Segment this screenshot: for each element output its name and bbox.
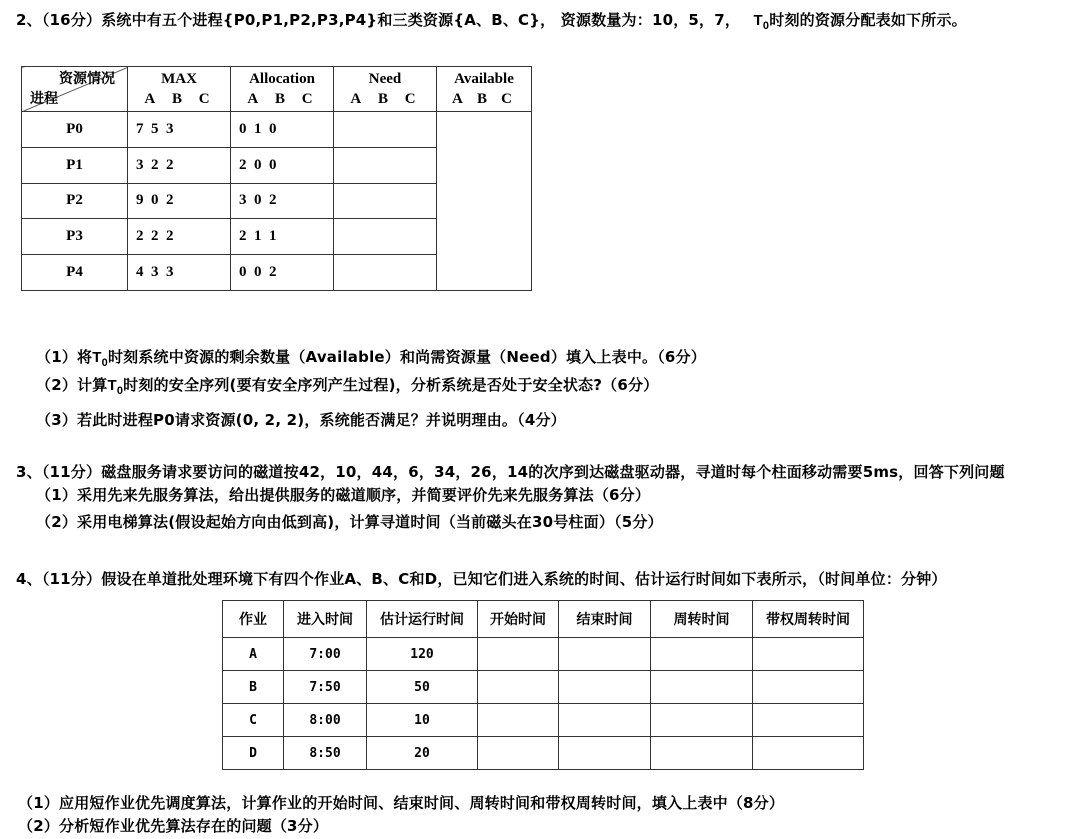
turnaround-cell xyxy=(651,671,753,704)
value: 2 xyxy=(166,156,174,173)
value: 1 xyxy=(254,228,262,245)
value: 0 xyxy=(239,264,247,281)
process-cell: P1 xyxy=(22,147,128,183)
process-cell: P3 xyxy=(22,219,128,255)
value: 2 xyxy=(239,228,247,245)
resource-labels xyxy=(437,88,531,110)
turnaround-cell xyxy=(651,638,753,671)
value: 1 xyxy=(254,120,262,137)
header-job: 作业 xyxy=(223,601,284,638)
value: 0 xyxy=(254,192,262,209)
q4-sub2: （2）分析短作业优先算法存在的问题（3分） xyxy=(18,817,329,835)
t-letter: T xyxy=(107,377,117,394)
value: 0 xyxy=(151,192,159,209)
sub1-text: 时刻系统中资源的剩余数量（Available）和尚需资源量（Need）填入上表中。（6分） xyxy=(107,348,706,366)
process-cell: P4 xyxy=(22,255,128,291)
res-b: B xyxy=(274,91,285,107)
header-start: 开始时间 xyxy=(478,601,559,638)
group-label: MAX xyxy=(161,71,197,87)
end-cell xyxy=(559,671,651,704)
res-a: A xyxy=(452,91,463,107)
max-cell xyxy=(128,112,231,148)
group-label: Need xyxy=(368,71,402,87)
q2-sub2 xyxy=(36,375,658,401)
q4-sub1: （1）应用短作业优先调度算法，计算作业的开始时间、结束时间、周转时间和带权周转时间，填入上表中（8分） xyxy=(18,794,785,812)
q2-sub3: （3）若此时进程P0请求资源(0, 2, 2)，系统能否满足？并说明理由。（4分） xyxy=(36,411,566,429)
value: 2 xyxy=(136,228,144,245)
max-cell xyxy=(128,219,231,255)
start-cell xyxy=(478,704,559,737)
res-a: A xyxy=(144,91,156,107)
header-max xyxy=(128,67,231,112)
job-cell: B xyxy=(223,671,284,704)
value: 2 xyxy=(166,192,174,209)
value: 3 xyxy=(239,192,247,209)
value: 2 xyxy=(151,228,159,245)
resource-labels xyxy=(128,88,230,110)
value: 2 xyxy=(269,264,277,281)
runtime-cell: 50 xyxy=(367,671,478,704)
value: 9 xyxy=(136,192,144,209)
table-row xyxy=(223,671,864,704)
allocation-cell xyxy=(231,219,334,255)
group-label: Available xyxy=(454,71,514,87)
end-cell xyxy=(559,737,651,770)
resource-labels xyxy=(334,88,436,110)
value: 0 xyxy=(254,264,262,281)
job-cell: C xyxy=(223,704,284,737)
t0-symbol xyxy=(107,377,124,397)
need-cell xyxy=(334,255,437,291)
q2-intro xyxy=(16,10,967,36)
t0-symbol xyxy=(753,12,770,32)
value: 4 xyxy=(136,264,144,281)
weighted-turnaround-cell xyxy=(753,638,864,671)
process-cell: P2 xyxy=(22,183,128,219)
corner-label-process: 进程 xyxy=(30,91,58,107)
value: 7 xyxy=(136,120,144,137)
q3-sub2: （2）采用电梯算法(假设起始方向由低到高)，计算寻道时间（当前磁头在30号柱面）（5分） xyxy=(36,513,663,531)
runtime-cell: 20 xyxy=(367,737,478,770)
value: 0 xyxy=(269,156,277,173)
value: 3 xyxy=(166,120,174,137)
t-subscript: 0 xyxy=(101,357,108,369)
value: 2 xyxy=(166,228,174,245)
res-c: C xyxy=(404,91,416,107)
q2-intro-text: 2、（16分）系统中有五个进程{P0,P1,P2,P3,P4}和三类资源{A、B、C}， 资源数量为：10，5，7， xyxy=(16,11,741,29)
process-cell: P0 xyxy=(22,112,128,148)
available-cell xyxy=(437,112,532,291)
res-b: B xyxy=(377,91,388,107)
start-cell xyxy=(478,638,559,671)
turnaround-cell xyxy=(651,737,753,770)
need-cell xyxy=(334,147,437,183)
header-arrival: 进入时间 xyxy=(284,601,367,638)
runtime-cell: 10 xyxy=(367,704,478,737)
table-row xyxy=(223,737,864,770)
table-row xyxy=(22,112,532,148)
table-row xyxy=(223,638,864,671)
res-b: B xyxy=(476,91,487,107)
job-cell: A xyxy=(223,638,284,671)
res-c: C xyxy=(301,91,313,107)
sub2-text: 时刻的安全序列(要有安全序列产生过程)，分析系统是否处于安全状态?（6分） xyxy=(123,376,659,394)
table-row xyxy=(223,704,864,737)
sub1-prefix: （1）将 xyxy=(36,348,93,366)
q3-sub1: （1）采用先来先服务算法，给出提供服务的磁道顺序，并简要评价先来先服务算法（6分） xyxy=(36,486,651,504)
q2-sub1 xyxy=(36,347,706,373)
value: 2 xyxy=(269,192,277,209)
weighted-turnaround-cell xyxy=(753,704,864,737)
max-cell xyxy=(128,255,231,291)
allocation-cell xyxy=(231,255,334,291)
value: 5 xyxy=(151,120,159,137)
start-cell xyxy=(478,737,559,770)
res-a: A xyxy=(350,91,362,107)
runtime-cell: 120 xyxy=(367,638,478,671)
arrival-cell: 7:50 xyxy=(284,671,367,704)
value: 0 xyxy=(254,156,262,173)
table-header-row xyxy=(223,601,864,638)
t-letter: T xyxy=(92,349,102,366)
res-a: A xyxy=(247,91,259,107)
arrival-cell: 7:00 xyxy=(284,638,367,671)
res-c: C xyxy=(198,91,210,107)
value: 0 xyxy=(239,120,247,137)
value: 3 xyxy=(151,264,159,281)
need-cell xyxy=(334,112,437,148)
start-cell xyxy=(478,671,559,704)
group-label: Allocation xyxy=(249,71,315,87)
job-schedule-table xyxy=(222,600,864,770)
value: 2 xyxy=(239,156,247,173)
max-cell xyxy=(128,183,231,219)
t-subscript: 0 xyxy=(762,20,770,32)
allocation-cell xyxy=(231,112,334,148)
diagonal-header-cell xyxy=(22,67,128,112)
header-turnaround: 周转时间 xyxy=(651,601,753,638)
header-end: 结束时间 xyxy=(559,601,651,638)
resource-allocation-table xyxy=(21,66,532,291)
q2-intro-tail: 时刻的资源分配表如下所示。 xyxy=(769,11,967,29)
header-runtime: 估计运行时间 xyxy=(367,601,478,638)
t-subscript: 0 xyxy=(116,385,124,397)
arrival-cell: 8:50 xyxy=(284,737,367,770)
value: 2 xyxy=(151,156,159,173)
res-c: C xyxy=(501,91,512,107)
header-available xyxy=(437,67,532,112)
header-need xyxy=(334,67,437,112)
value: 1 xyxy=(269,228,277,245)
table-header-row xyxy=(22,67,532,112)
allocation-cell xyxy=(231,147,334,183)
res-b: B xyxy=(171,91,182,107)
value: 0 xyxy=(269,120,277,137)
q4-intro: 4、（11分）假设在单道批处理环境下有四个作业A、B、C和D，已知它们进入系统的时间、估计运行时间如下表所示，（时间单位：分钟） xyxy=(16,570,947,588)
t-letter: T xyxy=(753,12,763,29)
header-allocation xyxy=(231,67,334,112)
end-cell xyxy=(559,638,651,671)
weighted-turnaround-cell xyxy=(753,737,864,770)
turnaround-cell xyxy=(651,704,753,737)
resource-labels xyxy=(231,88,333,110)
q3-intro: 3、（11分）磁盘服务请求要访问的磁道按42，10，44，6，34，26，14的次序到达磁盘驱动器，寻道时每个柱面移动需要5ms，回答下列问题 xyxy=(16,463,1005,481)
corner-label-resources: 资源情况 xyxy=(59,71,115,87)
header-weighted-turnaround: 带权周转时间 xyxy=(753,601,864,638)
weighted-turnaround-cell xyxy=(753,671,864,704)
job-cell: D xyxy=(223,737,284,770)
value: 3 xyxy=(166,264,174,281)
value: 3 xyxy=(136,156,144,173)
allocation-cell xyxy=(231,183,334,219)
end-cell xyxy=(559,704,651,737)
need-cell xyxy=(334,183,437,219)
t0-symbol xyxy=(92,349,108,369)
arrival-cell: 8:00 xyxy=(284,704,367,737)
sub2-prefix: （2）计算 xyxy=(36,376,108,394)
need-cell xyxy=(334,219,437,255)
max-cell xyxy=(128,147,231,183)
